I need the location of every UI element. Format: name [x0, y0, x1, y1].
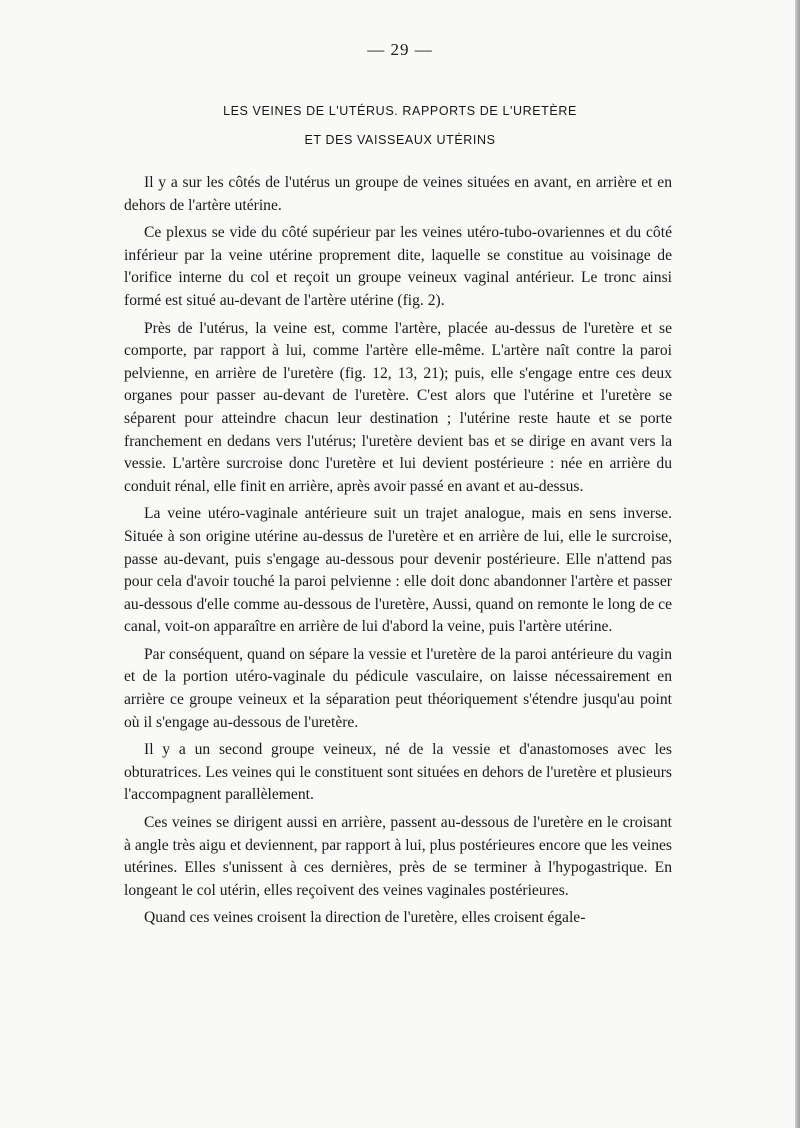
paragraph-7: Ces veines se dirigent aussi en arrière, passent au-dessous de l'uretère en le croisant à angle très aigu et deviennent, par rapport à lui, plus postérieures encore que les veines utérines. Elles s'unissent à ces dernières, près de se terminer à l'hypogastrique. En longeant le col utérin, elles reçoivent des veines vaginales postérieures. — [124, 814, 672, 899]
paragraph-3: Près de l'utérus, la veine est, comme l'artère, placée au-dessus de l'uretère et se comporte, par rapport à lui, comme l'artère elle-même. L'artère naît contre la paroi pelvienne, en arrière de l'uretère (fig. 12, 13, 21); puis, elle s'engage entre ces deux organes pour passer au-devant de l'uretère. C'est alors que l'utérine et l'uretère se séparent pour atteindre chacun leur destination ; l'utérine reste haute et se porte franchement en dedans vers l'utérus; l'uretère devient bas et se dirige en avant vers la vessie. L'artère surcroise donc l'uretère et lui devient postérieure : née en arrière du conduit rénal, elle finit en arrière, après avoir passé en avant et au-dessus. — [124, 319, 672, 495]
paragraph-5: Par conséquent, quand on sépare la vessie et l'uretère de la paroi antérieure du vagin et de la portion utéro-vaginale du pédicule vasculaire, on laisse nécessairement en arrière ce groupe veineux et la séparation peut théoriquement s'étendre jusqu'au point où il s'engage au-dessous de l'uretère. — [124, 645, 672, 731]
paragraph-6: Il y a un second groupe veineux, né de la vessie et d'anastomoses avec les obturatrices. Les veines qui le constituent sont situées en dehors de l'uretère et plusieurs l'accompagnent parallèlement. — [124, 741, 672, 804]
paragraph-1: Il y a sur les côtés de l'utérus un groupe de veines situées en avant, en arrière et en dehors de l'artère utérine. — [124, 174, 672, 214]
page-edge-shadow — [795, 0, 800, 1128]
paragraph-4: La veine utéro-vaginale antérieure suit un trajet analogue, mais en sens inverse. Située à son origine utérine au-dessus de l'uretère et en arrière de lui, elle le surcroise, passe au-devant, puis s'engage au-dessous pour devenir postérieure. Elle n'attend pas pour cela d'avoir touché la paroi pelvienne : elle doit donc abandonner l'artère et passer au-dessous d'elle comme au-dessous de l'uretère, Aussi, quand on remonte le long de ce canal, voit-on apparaître en arrière de lui d'abord la veine, puis l'artère utérine. — [124, 505, 672, 636]
paragraph-2: Ce plexus se vide du côté supérieur par les veines utéro-tubo-ovariennes et du côté inférieur par la veine utérine proprement dite, laquelle se constitue au voisinage de l'orifice interne du col et reçoit un groupe veineux vaginal antérieur. Le tronc ainsi formé est situé au-devant de l'artère utérine (fig. 2). — [124, 224, 672, 309]
body-text — [124, 172, 672, 935]
section-heading-line-1: LES VEINES DE L'UTÉRUS. RAPPORTS DE L'URETÈRE — [223, 104, 577, 118]
paragraph-8: Quand ces veines croisent la direction de l'uretère, elles croisent égale- — [144, 909, 586, 927]
page-number: — 29 — — [367, 40, 433, 59]
section-heading-line-2: ET DES VAISSEAUX UTÉRINS — [304, 133, 496, 147]
